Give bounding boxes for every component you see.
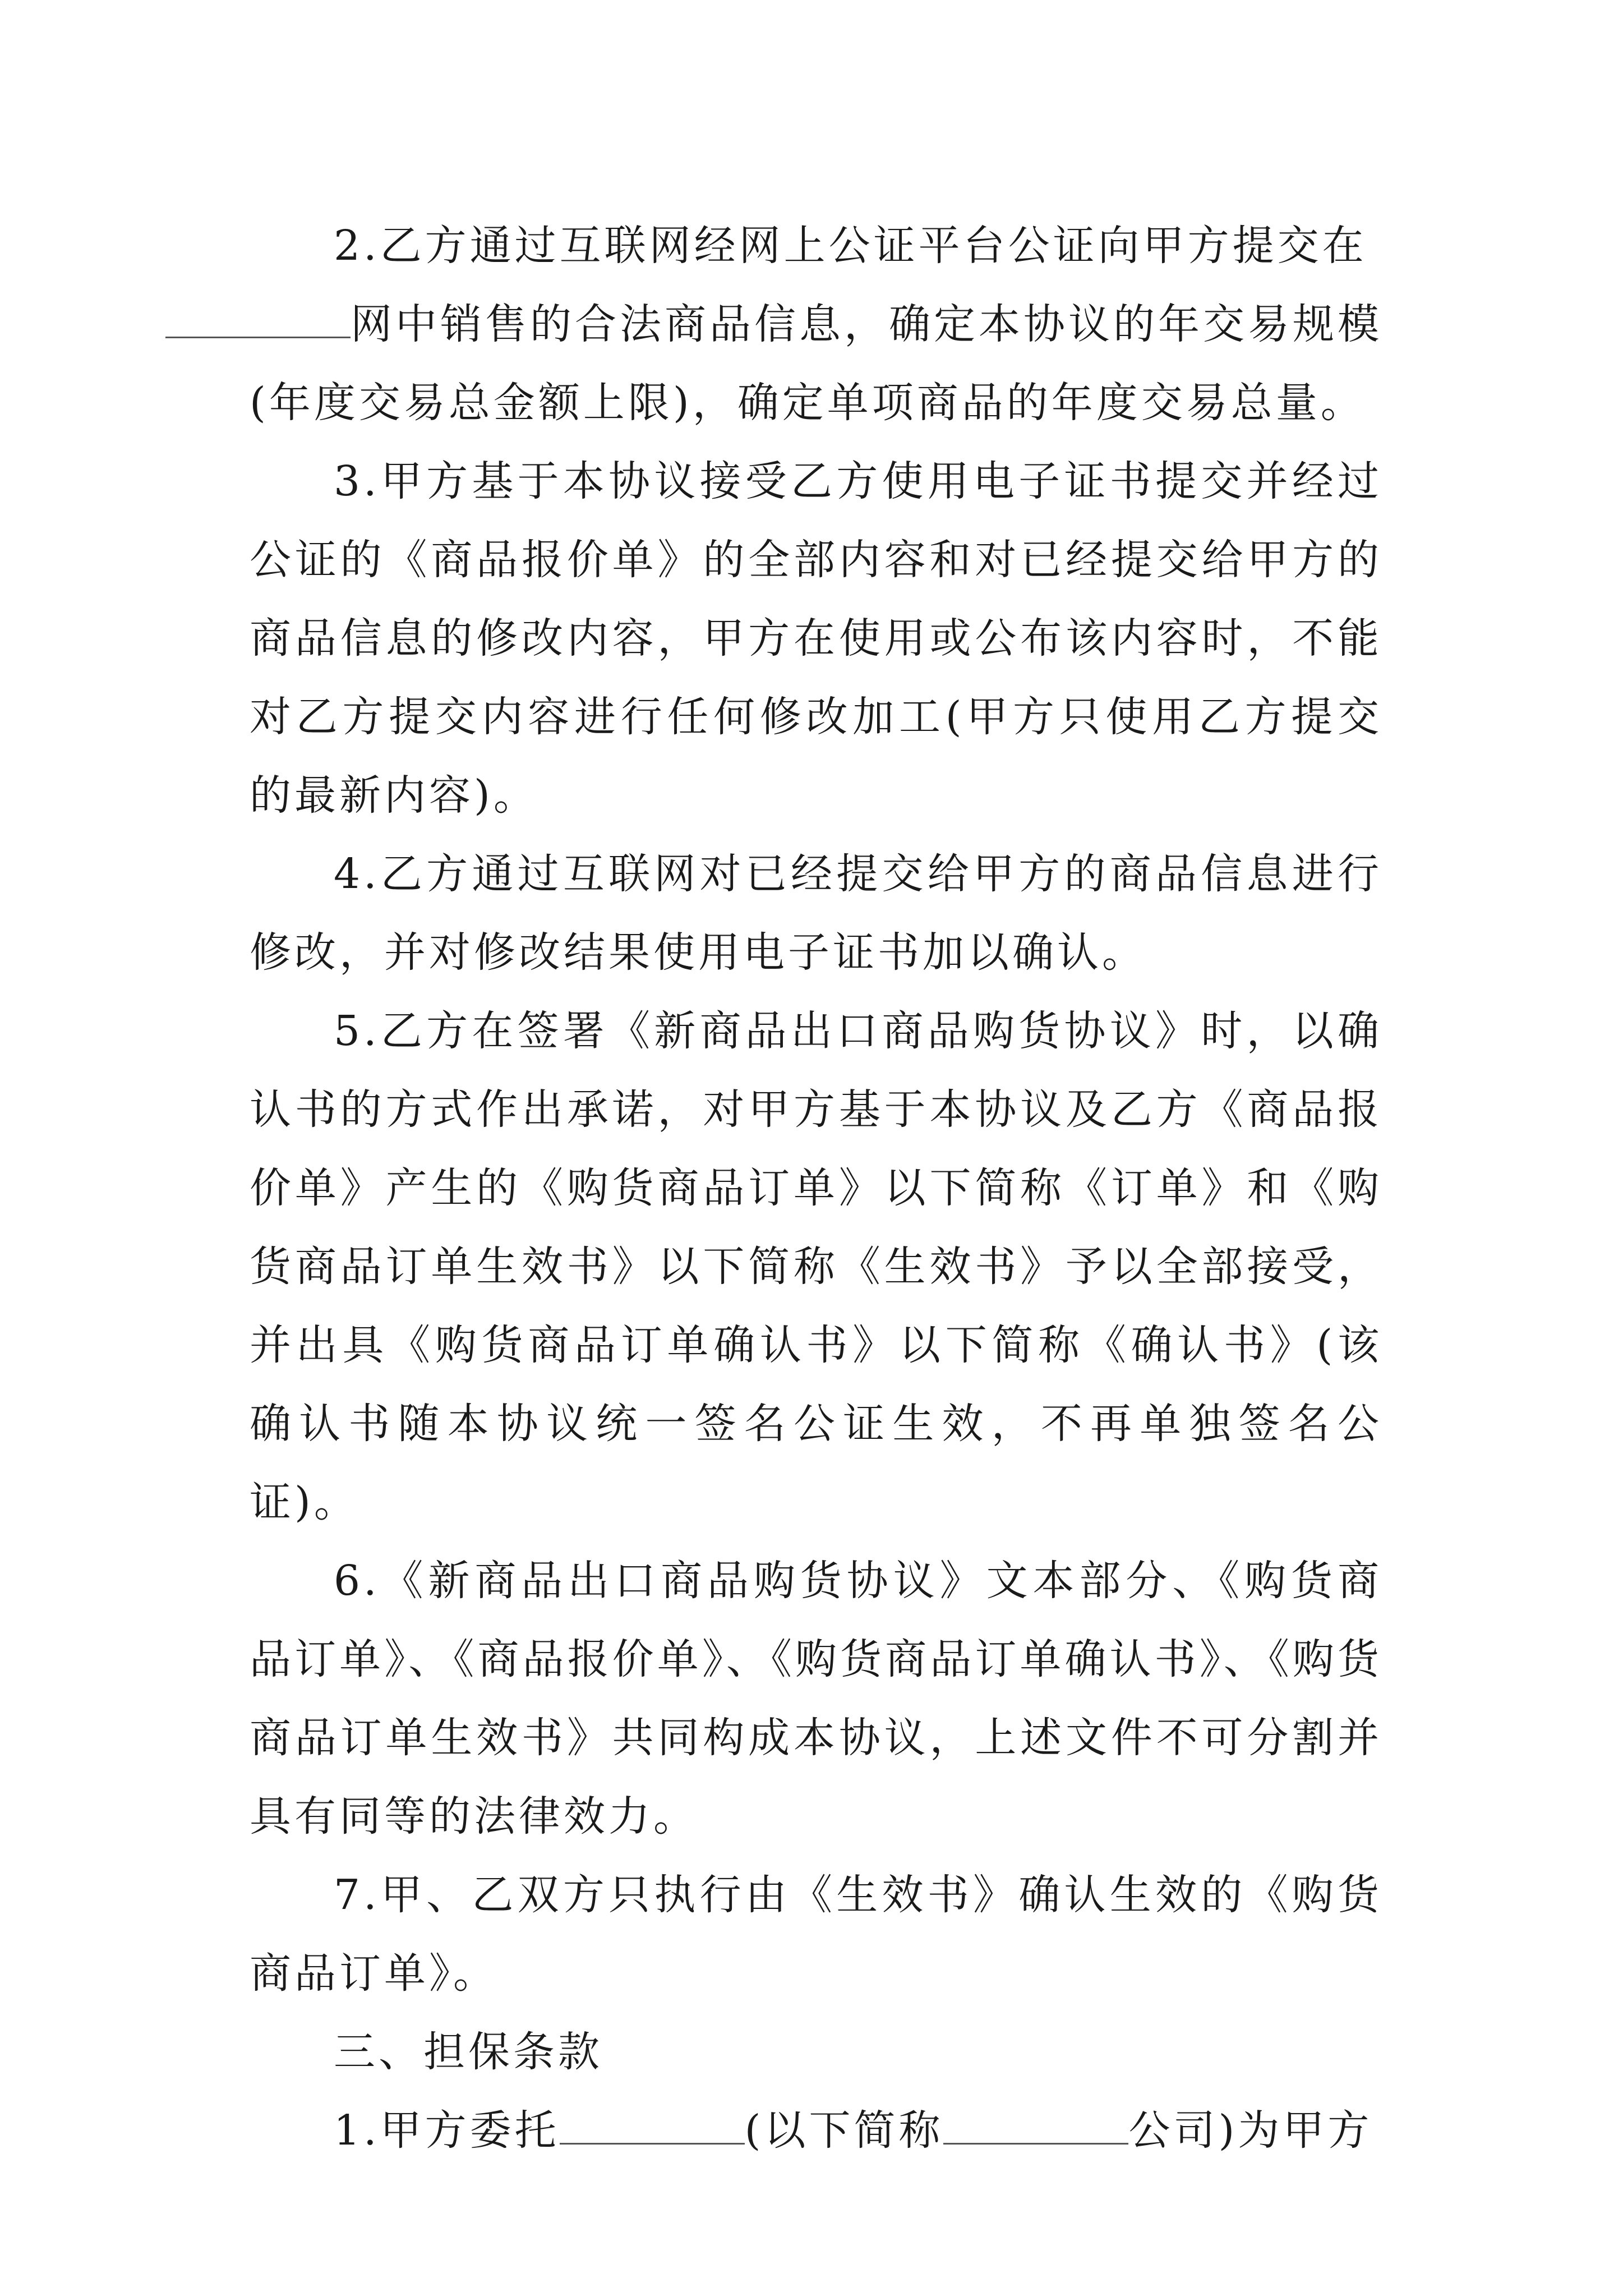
guarantee-clause-1-part1: 1.甲方委托 — [334, 2106, 560, 2155]
section-heading-guarantee: 三、担保条款 — [334, 2028, 603, 2076]
clause-7: 7.甲、乙双方只执行由《生效书》确认生效的《购货商品订单》。 — [250, 1871, 1382, 1998]
clause-2-end: 网中销售的合法商品信息，确定本协议的年交易规模(年度交易总金额上限)，确定单项商品的年度交易总量。 — [250, 300, 1382, 427]
clause-2 — [250, 206, 1382, 442]
blank-field-company-full[interactable] — [560, 2109, 745, 2145]
blank-field-company-short[interactable] — [943, 2109, 1128, 2145]
clause-2-start: 2.乙方通过互联网经网上公证平台公证向甲方提交在 — [334, 222, 1367, 270]
clause-3: 3.甲方基于本协议接受乙方使用电子证书提交并经过公证的《商品报价单》的全部内容和对已经提交给甲方的商品信息的修改内容，甲方在使用或公布该内容时，不能对乙方提交内容进行任何修改加工(甲方只使用乙方提交的最新内容)。 — [250, 457, 1382, 820]
blank-field-network-name[interactable] — [165, 303, 351, 338]
guarantee-clause-1 — [250, 2091, 1382, 2170]
clause-4: 4.乙方通过互联网对已经提交给甲方的商品信息进行修改，并对修改结果使用电子证书加以确认。 — [250, 850, 1382, 977]
guarantee-clause-1-part3: 公司)为甲方 — [1128, 2106, 1373, 2155]
clause-6: 6.《新商品出口商品购货协议》文本部分、《购货商品订单》、《商品报价单》、《购货商品订单确认书》、《购货商品订单生效书》共同构成本协议，上述文件不可分割并具有同等的法律效力。 — [250, 1557, 1382, 1841]
guarantee-clause-1-part2: (以下简称 — [744, 2106, 944, 2155]
document-body — [250, 206, 1382, 2170]
clause-5: 5.乙方在签署《新商品出口商品购货协议》时，以确认书的方式作出承诺，对甲方基于本协议及乙方《商品报价单》产生的《购货商品订单》以下简称《订单》和《购货商品订单生效书》以下简称《生效书》予以全部接受，并出具《购货商品订单确认书》以下简称《确认书》(该确认书随本协议统一签名公证生效，不再单独签名公证)。 — [250, 1007, 1382, 1526]
